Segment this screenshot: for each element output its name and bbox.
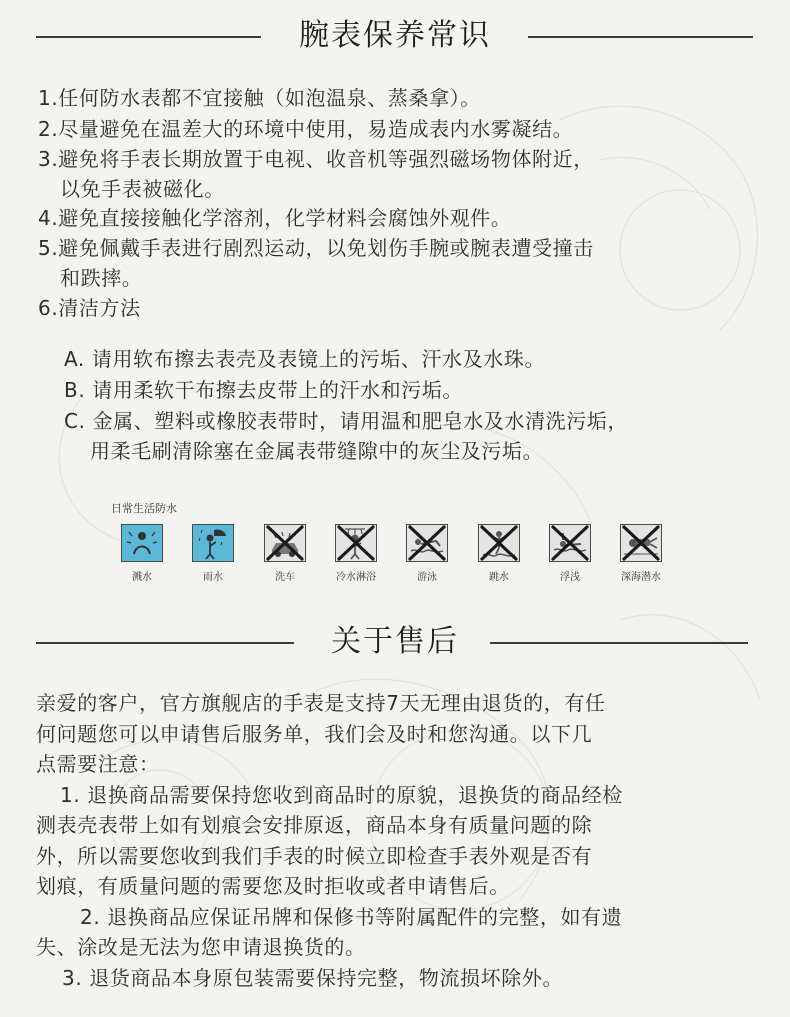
after-sales-title: 关于售后 [331,624,459,659]
water-resistance-label: 游泳 [417,572,437,583]
water-resistance-label: 溅水 [132,572,152,583]
splash-water-icon [121,524,163,562]
after-sales-line-1: 亲爱的客户，官方旗舰店的手表是支持7天无理由退货的，有任 [36,691,606,715]
after-sales-line-6: 外，所以需要您收到我们手表的时候立即检查手表外观是否有 [36,844,593,868]
snorkeling-icon [549,524,591,562]
swimming-icon [406,524,448,562]
maintenance-item-5-cont: 和跌摔。 [60,266,143,290]
maintenance-heading [0,14,790,58]
after-sales-line-9: 失、涂改是无法为您申请退换货的。 [36,935,366,959]
water-resistance-label: 跳水 [489,572,509,583]
after-sales-line-5: 测表壳表带上如有划痕会安排原返，商品本身有质量问题的除 [36,813,593,837]
water-resistance-label: 浮浅 [560,572,580,583]
deep-sea-diving-icon [620,524,662,562]
after-sales-line-4: 1. 退换商品需要保持您收到商品时的原貌，退换货的商品经检 [60,783,623,807]
cleaning-item-b: B. 请用柔软干布擦去皮带上的汗水和污垢。 [64,378,464,402]
water-resistance-label: 冷水淋浴 [336,572,376,583]
water-resistance-label: 洗车 [275,572,295,583]
water-resistance-title: 日常生活防水 [111,502,177,515]
maintenance-item-3-cont: 以免手表被磁化。 [60,177,225,201]
maintenance-item-5: 5.避免佩戴手表进行剧烈运动，以免划伤手腕或腕表遭受撞击 [38,236,594,260]
maintenance-item-4: 4.避免直接接触化学溶剂，化学材料会腐蚀外观件。 [38,206,512,230]
water-resistance-label: 深海潜水 [621,572,661,583]
cold-shower-icon [335,524,377,562]
car-wash-icon [264,524,306,562]
after-sales-heading [0,620,790,664]
cleaning-item-a: A. 请用软布擦去表壳及表镜上的污垢、汗水及水珠。 [64,347,546,371]
cleaning-item-c: C. 金属、塑料或橡胶表带时，请用温和肥皂水及水清洗污垢， [64,409,629,433]
after-sales-line-2: 何问题您可以申请售后服务单，我们会及时和您沟通。以下几 [36,722,593,746]
maintenance-item-3: 3.避免将手表长期放置于电视、收音机等强烈磁场物体附近， [38,147,594,171]
maintenance-title: 腕表保养常识 [299,18,491,53]
after-sales-line-8: 2. 退换商品应保证吊牌和保修书等附属配件的完整，如有遗 [80,905,623,929]
cleaning-item-c-cont: 用柔毛刷清除塞在金属表带缝隙中的灰尘及污垢。 [90,439,544,463]
diving-icon [478,524,520,562]
after-sales-line-10: 3. 退货商品本身原包装需要保持完整，物流损坏除外。 [62,966,564,990]
maintenance-item-2: 2.尽量避免在温差大的环境中使用，易造成表内水雾凝结。 [38,117,574,141]
maintenance-item-1: 1.任何防水表都不宜接触（如泡温泉、蒸桑拿）。 [38,86,481,110]
maintenance-item-6: 6.清洁方法 [38,296,141,320]
after-sales-line-3: 点需要注意： [36,752,160,776]
after-sales-line-7: 划痕，有质量问题的需要您及时拒收或者申请售后。 [36,874,510,898]
rain-icon [192,524,234,562]
water-resistance-label: 雨水 [203,572,223,583]
